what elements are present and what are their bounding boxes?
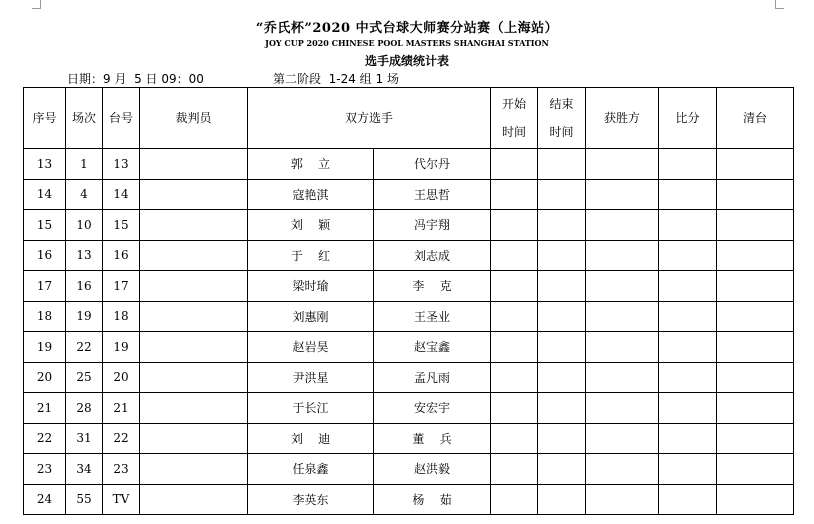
cell-clearance	[717, 454, 794, 485]
cell-clearance	[717, 301, 794, 332]
cell-winner	[586, 271, 659, 302]
cell-clearance	[717, 362, 794, 393]
document-title: “乔氏杯”2020 中式台球大师赛分站赛（上海站）	[255, 21, 559, 36]
cell-clearance	[717, 179, 794, 210]
cell-seq: 19	[24, 332, 66, 363]
cell-end-time	[538, 454, 586, 485]
cell-match: 4	[66, 179, 103, 210]
cell-table: 21	[103, 393, 140, 424]
cell-score	[659, 484, 717, 515]
cell-end-time	[538, 240, 586, 271]
cell-table: 16	[103, 240, 140, 271]
cell-seq: 13	[24, 149, 66, 180]
col-header-table: 台号	[103, 88, 140, 149]
cell-end-time	[538, 210, 586, 241]
page-corner-mark-left	[32, 0, 41, 9]
table-row	[24, 362, 794, 393]
cell-winner	[586, 240, 659, 271]
cell-player-2: 王思哲	[374, 179, 491, 210]
cell-score	[659, 454, 717, 485]
table-header-row	[24, 88, 794, 149]
cell-end-time	[538, 149, 586, 180]
cell-match: 31	[66, 423, 103, 454]
cell-score	[659, 179, 717, 210]
cell-player-1: 李英东	[248, 484, 374, 515]
col-header-players: 双方选手	[248, 88, 491, 149]
cell-match: 55	[66, 484, 103, 515]
cell-winner	[586, 362, 659, 393]
cell-score	[659, 149, 717, 180]
cell-referee	[140, 240, 248, 271]
date-line: 日期：9 月 5 日 09：00	[67, 72, 204, 86]
col-header-winner: 获胜方	[586, 88, 659, 149]
cell-start-time	[491, 332, 538, 363]
cell-start-time	[491, 240, 538, 271]
col-header-clearance: 清台	[717, 88, 794, 149]
cell-end-time	[538, 423, 586, 454]
cell-referee	[140, 210, 248, 241]
cell-referee	[140, 301, 248, 332]
cell-table: 13	[103, 149, 140, 180]
cell-player-1: 于长江	[248, 393, 374, 424]
cell-player-2: 代尔丹	[374, 149, 491, 180]
table-row	[24, 454, 794, 485]
cell-seq: 14	[24, 179, 66, 210]
cell-end-time	[538, 362, 586, 393]
cell-seq: 16	[24, 240, 66, 271]
cell-player-2: 王圣业	[374, 301, 491, 332]
cell-clearance	[717, 271, 794, 302]
table-row	[24, 332, 794, 363]
cell-winner	[586, 454, 659, 485]
cell-clearance	[717, 332, 794, 363]
col-header-start-line2: 时间	[502, 125, 527, 139]
cell-seq: 17	[24, 271, 66, 302]
cell-seq: 20	[24, 362, 66, 393]
cell-player-1: 任泉鑫	[248, 454, 374, 485]
cell-score	[659, 240, 717, 271]
cell-score	[659, 393, 717, 424]
cell-clearance	[717, 393, 794, 424]
cell-player-1: 梁时瑜	[248, 271, 374, 302]
cell-referee	[140, 179, 248, 210]
cell-referee	[140, 484, 248, 515]
cell-start-time	[491, 210, 538, 241]
cell-table: 22	[103, 423, 140, 454]
cell-start-time	[491, 301, 538, 332]
table-row	[24, 149, 794, 180]
cell-start-time	[491, 393, 538, 424]
cell-score	[659, 332, 717, 363]
cell-end-time	[538, 393, 586, 424]
cell-player-2: 孟凡雨	[374, 362, 491, 393]
cell-seq: 23	[24, 454, 66, 485]
cell-seq: 21	[24, 393, 66, 424]
table-row	[24, 393, 794, 424]
cell-winner	[586, 393, 659, 424]
cell-seq: 18	[24, 301, 66, 332]
col-header-start-time	[491, 88, 538, 149]
cell-winner	[586, 210, 659, 241]
cell-end-time	[538, 179, 586, 210]
cell-referee	[140, 423, 248, 454]
table-row	[24, 179, 794, 210]
cell-score	[659, 210, 717, 241]
cell-player-2: 赵洪毅	[374, 454, 491, 485]
cell-match: 13	[66, 240, 103, 271]
cell-end-time	[538, 301, 586, 332]
cell-player-2: 董 兵	[374, 423, 491, 454]
col-header-match: 场次	[66, 88, 103, 149]
cell-player-1: 刘 迪	[248, 423, 374, 454]
cell-player-1: 刘 颖	[248, 210, 374, 241]
table-heading: 选手成绩统计表	[364, 54, 449, 68]
col-header-referee: 裁判员	[140, 88, 248, 149]
table-row	[24, 271, 794, 302]
cell-start-time	[491, 149, 538, 180]
cell-start-time	[491, 362, 538, 393]
cell-end-time	[538, 332, 586, 363]
cell-table: 19	[103, 332, 140, 363]
col-header-score: 比分	[659, 88, 717, 149]
cell-seq: 24	[24, 484, 66, 515]
cell-score	[659, 362, 717, 393]
cell-start-time	[491, 271, 538, 302]
cell-match: 34	[66, 454, 103, 485]
cell-table: 14	[103, 179, 140, 210]
cell-table: TV	[103, 484, 140, 515]
cell-start-time	[491, 179, 538, 210]
cell-player-1: 刘惠刚	[248, 301, 374, 332]
cell-winner	[586, 484, 659, 515]
cell-winner	[586, 149, 659, 180]
cell-player-1: 于 红	[248, 240, 374, 271]
cell-player-1: 寇艳淇	[248, 179, 374, 210]
cell-match: 1	[66, 149, 103, 180]
col-header-end-line1: 结束	[549, 97, 574, 111]
cell-winner	[586, 179, 659, 210]
cell-winner	[586, 301, 659, 332]
cell-player-2: 刘志成	[374, 240, 491, 271]
page-corner-mark-right	[775, 0, 784, 9]
cell-match: 10	[66, 210, 103, 241]
cell-seq: 22	[24, 423, 66, 454]
results-table	[23, 87, 794, 515]
col-header-end-line2: 时间	[549, 125, 574, 139]
cell-clearance	[717, 423, 794, 454]
cell-start-time	[491, 484, 538, 515]
stage-line: 第二阶段 1-24 组 1 场	[273, 72, 399, 86]
cell-clearance	[717, 149, 794, 180]
document-subtitle: JOY CUP 2020 CHINESE POOL MASTERS SHANGHAI STATION	[265, 38, 549, 48]
cell-referee	[140, 271, 248, 302]
cell-referee	[140, 332, 248, 363]
cell-table: 23	[103, 454, 140, 485]
cell-clearance	[717, 240, 794, 271]
cell-referee	[140, 454, 248, 485]
cell-player-1: 赵岩昊	[248, 332, 374, 363]
cell-player-2: 赵宝鑫	[374, 332, 491, 363]
cell-table: 20	[103, 362, 140, 393]
cell-match: 16	[66, 271, 103, 302]
cell-start-time	[491, 454, 538, 485]
cell-referee	[140, 393, 248, 424]
table-row	[24, 301, 794, 332]
cell-end-time	[538, 484, 586, 515]
table-row	[24, 210, 794, 241]
cell-score	[659, 301, 717, 332]
cell-clearance	[717, 210, 794, 241]
cell-start-time	[491, 423, 538, 454]
cell-clearance	[717, 484, 794, 515]
table-row	[24, 423, 794, 454]
cell-winner	[586, 332, 659, 363]
table-row	[24, 240, 794, 271]
cell-player-1: 尹洪星	[248, 362, 374, 393]
cell-match: 28	[66, 393, 103, 424]
cell-match: 19	[66, 301, 103, 332]
col-header-seq: 序号	[24, 88, 66, 149]
cell-seq: 15	[24, 210, 66, 241]
cell-table: 17	[103, 271, 140, 302]
col-header-end-time	[538, 88, 586, 149]
cell-match: 25	[66, 362, 103, 393]
cell-table: 15	[103, 210, 140, 241]
table-row	[24, 484, 794, 515]
cell-player-2: 冯宇翔	[374, 210, 491, 241]
cell-player-2: 李 克	[374, 271, 491, 302]
cell-referee	[140, 149, 248, 180]
col-header-start-line1: 开始	[502, 97, 527, 111]
cell-player-2: 杨 茹	[374, 484, 491, 515]
cell-player-1: 郭 立	[248, 149, 374, 180]
cell-score	[659, 271, 717, 302]
cell-referee	[140, 362, 248, 393]
cell-player-2: 安宏宇	[374, 393, 491, 424]
cell-table: 18	[103, 301, 140, 332]
cell-match: 22	[66, 332, 103, 363]
cell-score	[659, 423, 717, 454]
cell-winner	[586, 423, 659, 454]
cell-end-time	[538, 271, 586, 302]
